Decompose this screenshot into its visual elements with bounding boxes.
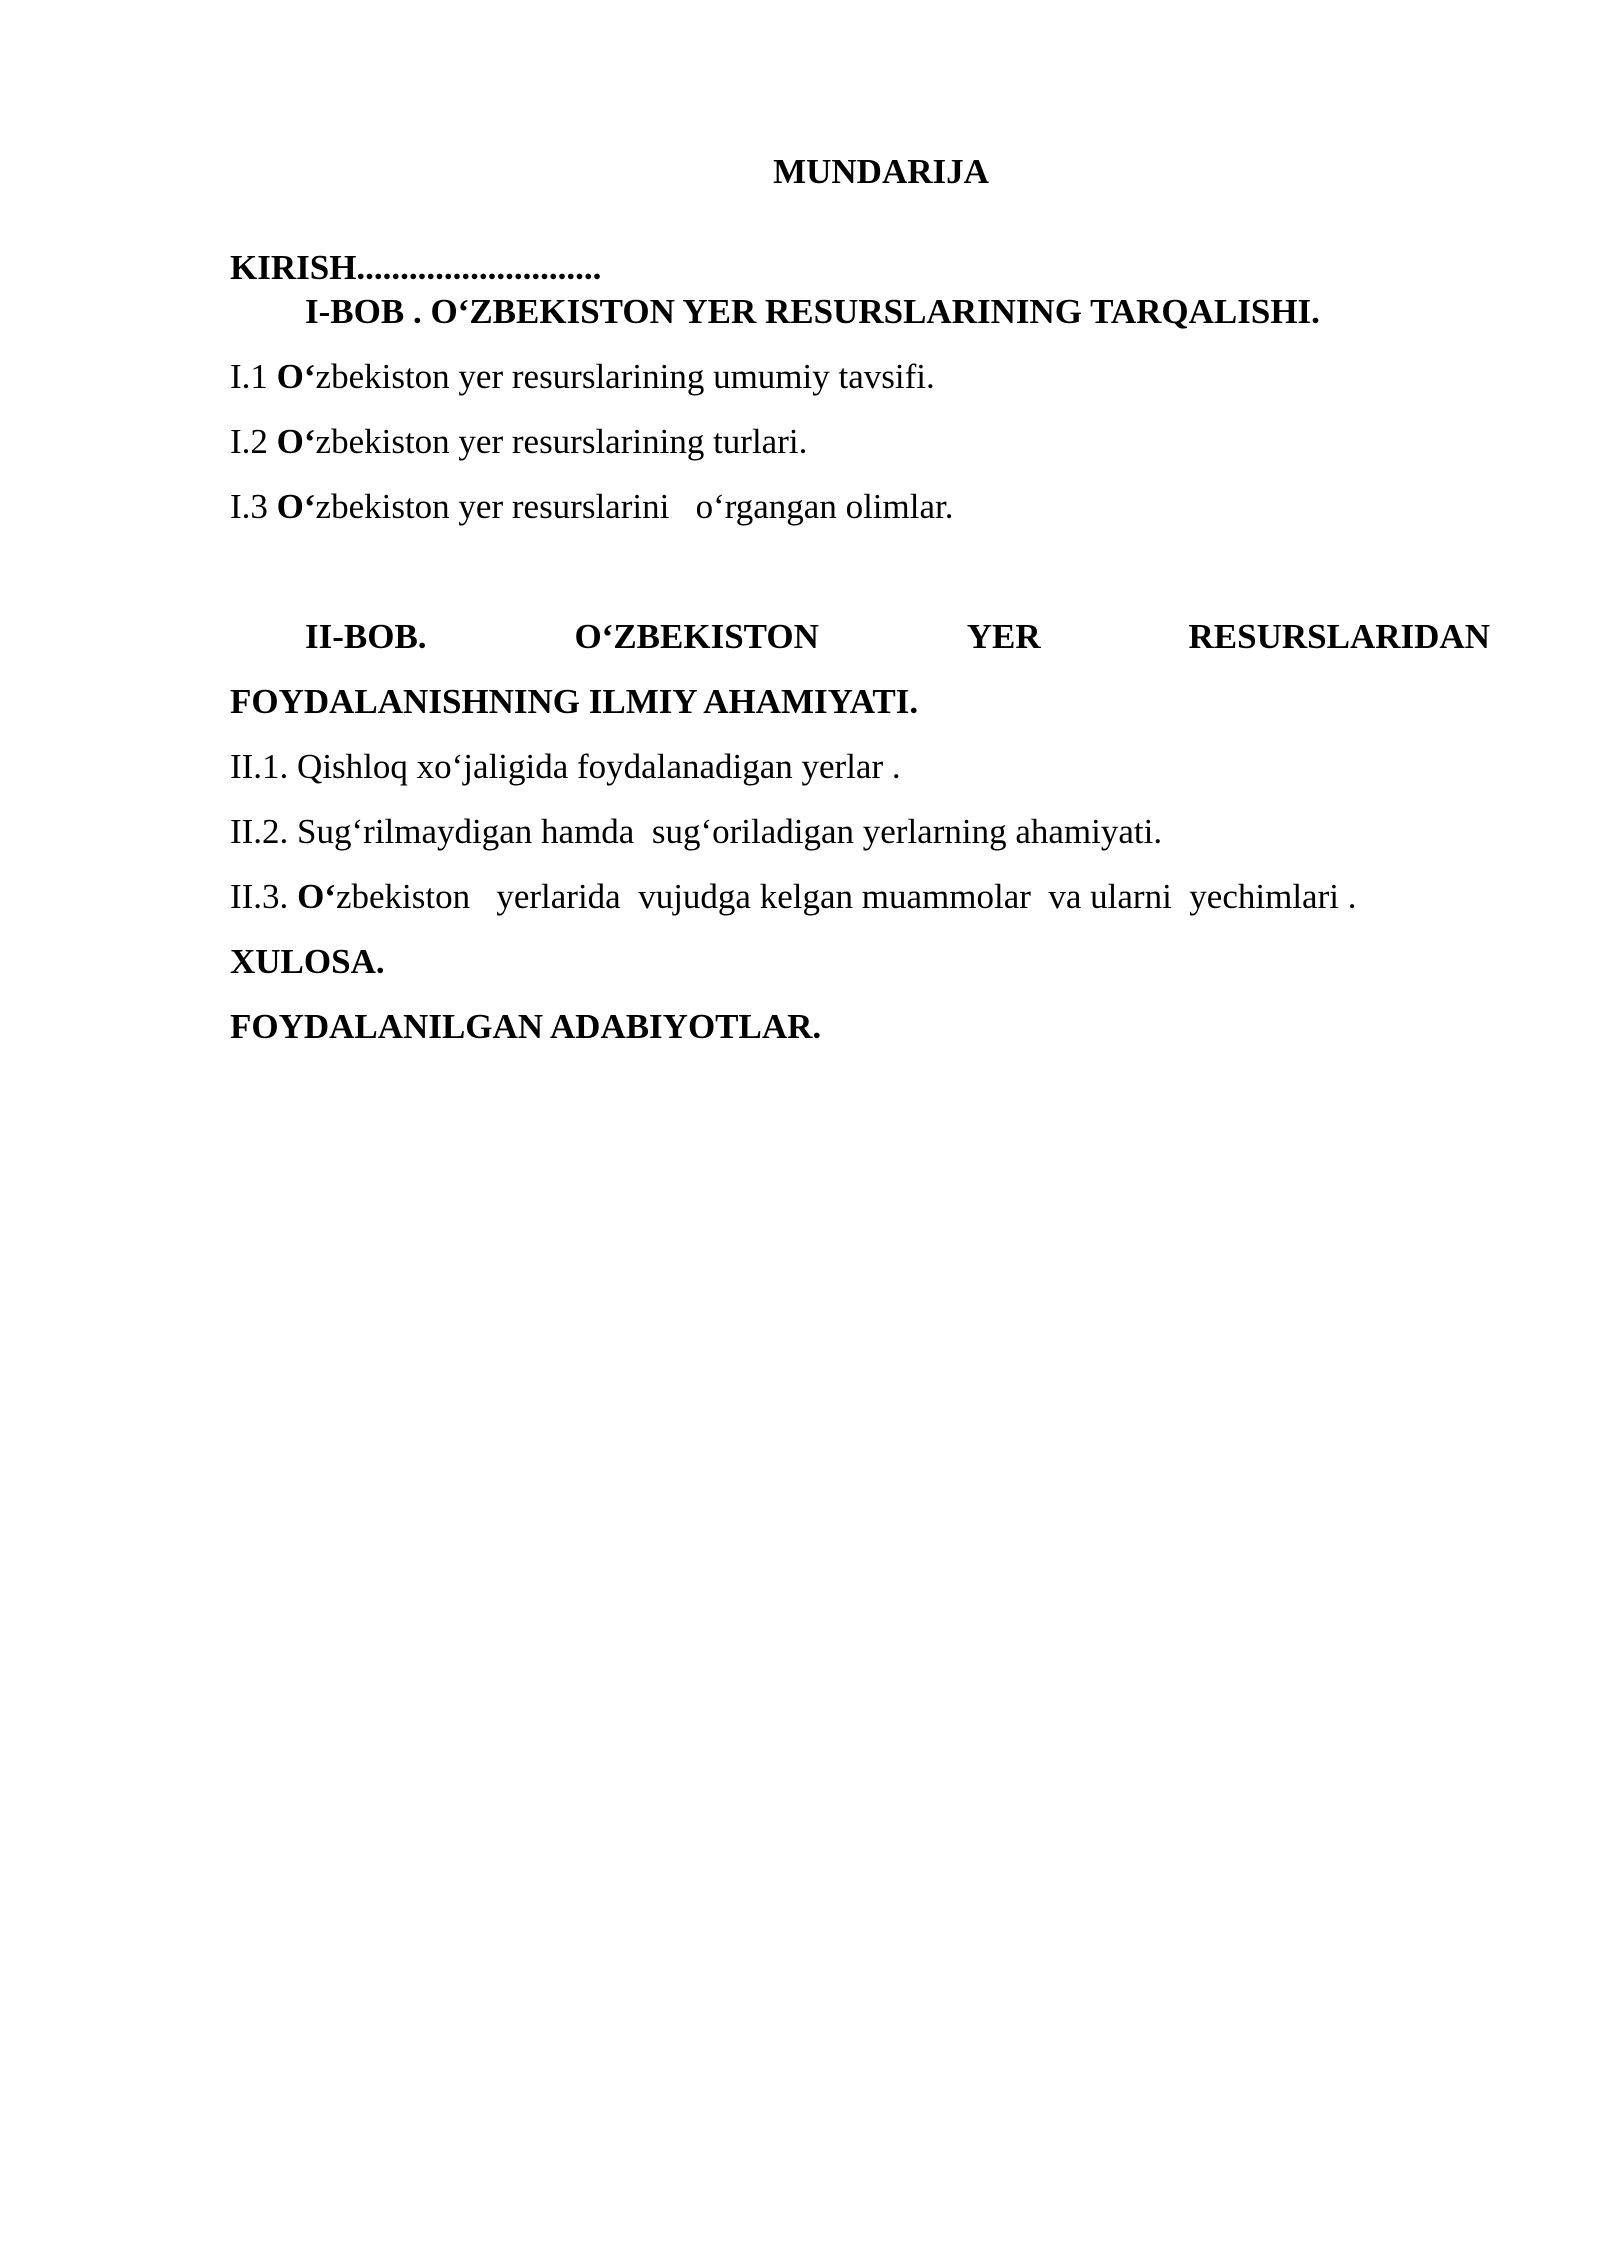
item-text: zbekiston yerlarida vujudga kelgan muammolar va ularni yechimlari . [335,877,1357,916]
item-number: I.2 [230,422,277,461]
item-text: II.1. Qishloq xo‘jaligida foydalanadigan yerlar . [230,747,901,786]
toc-xulosa: XULOSA. [230,942,385,981]
item-text: zbekiston yer resurslarining turlari. [315,422,808,461]
toc-item-2-3 [230,879,1356,914]
item-bold: O‘ [276,487,316,526]
item-bold: O‘ [276,357,316,396]
chapter2-heading [305,619,1490,654]
toc-item-2-2 [230,814,1162,849]
item-text: zbekiston yer resurslarining umumiy tavsifi. [315,357,935,396]
toc-item-1-3 [230,489,953,524]
item-bold: O‘ [297,877,336,916]
toc-item-1-2 [230,424,807,459]
chapter2-heading-word: YER [966,617,1041,656]
toc-kirish: KIRISH............................ [230,248,602,287]
toc-adabiyotlar: FOYDALANILGAN ADABIYOTLAR. [230,1007,822,1046]
toc-item-2-1 [230,749,901,784]
chapter2-heading-word: O‘ZBEKISTON [574,617,819,656]
toc-item-1-1 [230,359,935,394]
item-number: I.1 [230,357,277,396]
item-number: I.3 [230,487,277,526]
item-bold: O‘ [276,422,316,461]
chapter2-heading-word: II-BOB. [305,617,427,656]
page-title: MUNDARIJA [773,152,989,191]
chapter1-heading: I-BOB . O‘ZBEKISTON YER RESURSLARINING TARQALISHI. [305,292,1320,331]
chapter2-heading-continued: FOYDALANISHNING ILMIY AHAMIYATI. [230,682,919,721]
chapter2-heading-word: RESURSLARIDAN [1188,617,1490,656]
item-text: II.2. Sug‘rilmaydigan hamda sug‘oriladigan yerlarning ahamiyati. [230,812,1163,851]
item-number: II.3. [230,877,298,916]
item-text: zbekiston yer resurslarini o‘rgangan olimlar. [315,487,954,526]
